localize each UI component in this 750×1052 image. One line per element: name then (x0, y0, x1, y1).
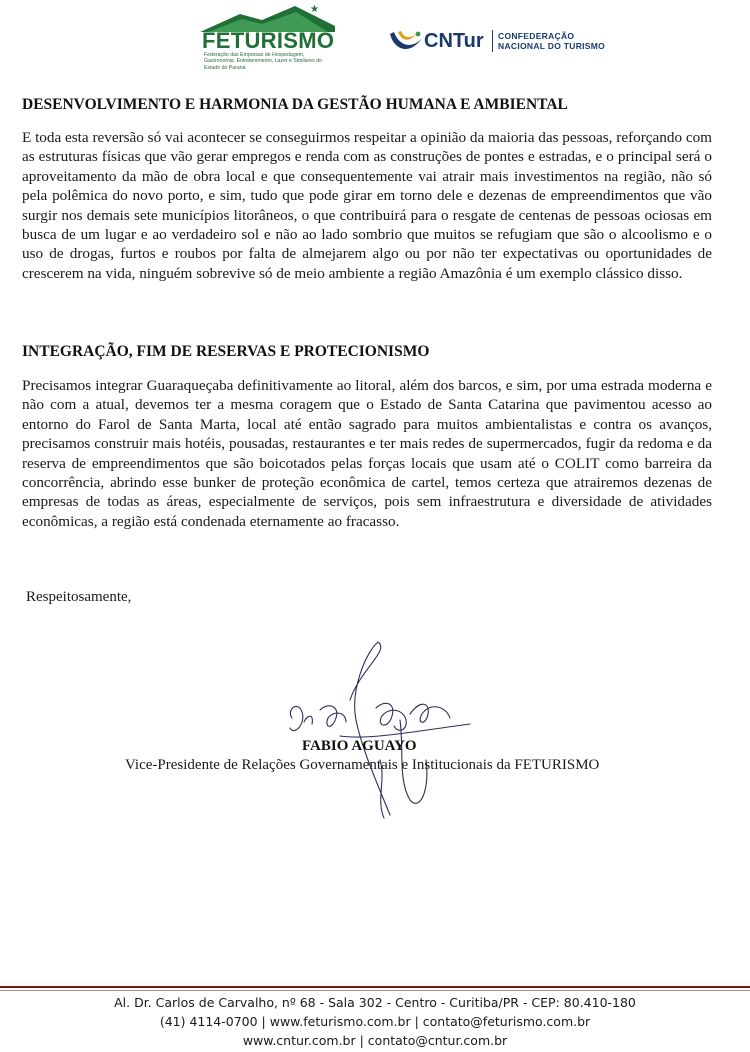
signatory-name: FABIO AGUAYO (302, 738, 417, 754)
feturismo-logo-name: FETURISMO (202, 28, 335, 53)
footer-divider-thin (0, 990, 750, 991)
footer-contact-cntur: www.cntur.com.br | contato@cntur.com.br (242, 1033, 508, 1048)
cntur-logo-name: CNTur (424, 30, 484, 52)
handwritten-signature (280, 640, 480, 830)
cntur-logo (388, 26, 618, 58)
cntur-logo-divider (492, 30, 493, 52)
section-heading: DESENVOLVIMENTO E HARMONIA DA GESTÃO HUMANA E AMBIENTAL (22, 96, 568, 113)
signatory-role: Vice-Presidente de Relações Governamentais e Institucionais da FETURISMO (125, 757, 600, 773)
star-icon: ★ (310, 4, 319, 15)
closing-salutation: Respeitosamente, (26, 589, 132, 605)
cntur-swoosh-icon (388, 28, 424, 56)
section-paragraph: Precisamos integrar Guaraqueçaba definitivamente ao litoral, além dos barcos, e sim, por uma estrada moderna e não com a atual, devemos ter a mesma coragem que o Estado de Santa Catarina que pavimentou acesso ao entorno do Farol de Santa Marta, local até então sagrado para muitos ambientalistas e contra os avanços, precisamos construir mais hotéis, pousadas, restaurantes e ter mais redes de supermercados, fugir da redoma e da reserva de empreendimentos que são boicotados pelas forças locais que usam até o COLIT como barreira da concorrência, abrindo esse bunker de proteção econômica de cartel, temos certeza que atrairemos dezenas de empresas de todas as áreas, especialmente de serviços, pois sem infraestrutura e diversidade de atividades econômicas, a região está condenada eternamente ao fracasso. (22, 377, 712, 530)
cntur-logo-line2: NACIONAL DO TURISMO (498, 41, 606, 51)
section-paragraph: E toda esta reversão só vai acontecer se conseguirmos respeitar a opinião da maioria das pessoas, reforçando com as estruturas físicas que vão gerar empregos e renda com as construções de pontes e estradas, e o principal será o aproveitamento da mão de obra local e que consequentemente vai atrair mais investimentos na região, não só pela polêmica do novo porto, e sim, tudo que pode girar em torno dele e dezenas de empreendimentos que vão surgir nos demais sete municípios litorâneos, o que contribuirá para o resgate de centenas de pessoas ociosas em busca de um lugar e ao verdadeiro sol e não ao lado sombrio que muitos se refugiam que são o alcoolismo e o uso de drogas, furtos e roubos por falta de almejarem algo ou por não ter expectativas ou oportunidades de crescerem na vida, ninguém sobrevive só de meio ambiente a região Amazônia é um exemplo clássico disso. (22, 129, 712, 282)
cntur-logo-subtitle (498, 31, 605, 51)
feturismo-logo-subtitle: Federação das Empresas de Hospedagem, Gastronomia, Entretenimento, Lazer e Similares do Estado do Paraná (204, 52, 322, 71)
footer-divider (0, 986, 750, 988)
feturismo-logo (200, 4, 335, 76)
footer-address: Al. Dr. Carlos de Carvalho, nº 68 - Sala 302 - Centro - Curitiba/PR - CEP: 80.410-180 (114, 995, 636, 1010)
cntur-logo-line1: CONFEDERAÇÃO (498, 31, 575, 41)
section-heading: INTEGRAÇÃO, FIM DE RESERVAS E PROTECIONISMO (22, 343, 430, 360)
footer-contact-feturismo: (41) 4114-0700 | www.feturismo.com.br | contato@feturismo.com.br (159, 1014, 591, 1029)
